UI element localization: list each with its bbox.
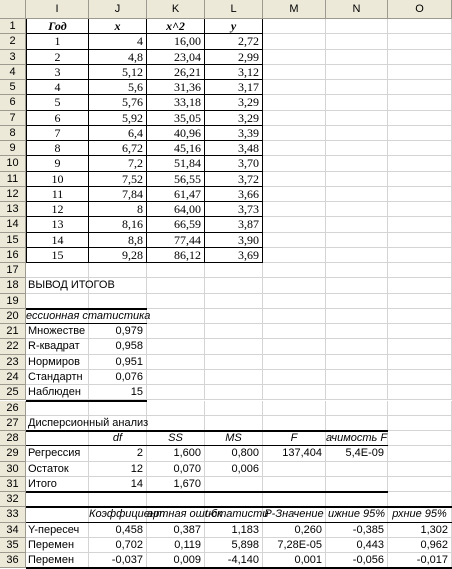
coef-header[interactable]: t-статисти [205, 507, 263, 522]
grid-cell[interactable] [388, 65, 452, 80]
data-cell[interactable]: 3,17 [205, 80, 263, 95]
grid-cell[interactable] [326, 217, 388, 232]
row-header-13[interactable]: 13 [0, 202, 26, 217]
grid-cell[interactable] [326, 141, 388, 156]
regression-stat-label[interactable]: Нормиров [26, 355, 89, 370]
grid-cell[interactable] [263, 462, 326, 477]
grid-cell[interactable] [263, 34, 326, 49]
regression-stat-label[interactable]: Наблюден [26, 385, 89, 400]
grid-cell[interactable] [388, 294, 452, 309]
coef-header[interactable]: ижние 95% [326, 507, 388, 522]
data-cell[interactable]: 15 [26, 248, 89, 263]
grid-cell[interactable] [388, 385, 452, 400]
column-header-k[interactable]: K [147, 0, 205, 19]
coef-cell[interactable]: -0,385 [326, 523, 388, 538]
data-cell[interactable]: 3,69 [205, 248, 263, 263]
row-header-33[interactable]: 33 [0, 507, 26, 522]
data-cell[interactable]: 3,90 [205, 233, 263, 248]
row-header-3[interactable]: 3 [0, 50, 26, 65]
data-cell[interactable]: 3,39 [205, 126, 263, 141]
coef-cell[interactable]: 0,260 [263, 523, 326, 538]
data-cell[interactable]: 26,21 [147, 65, 205, 80]
table-rule [26, 400, 147, 402]
data-cell[interactable]: 11 [26, 187, 89, 202]
grid-cell[interactable] [263, 324, 326, 339]
grid-cell[interactable] [263, 65, 326, 80]
data-cell[interactable]: 4 [26, 80, 89, 95]
data-cell[interactable]: 35,05 [147, 111, 205, 126]
grid-cell[interactable] [263, 385, 326, 400]
grid-cell[interactable] [388, 95, 452, 110]
coef-header[interactable]: Коэффициент [89, 507, 147, 522]
data-cell[interactable]: 2,99 [205, 50, 263, 65]
grid-cell[interactable] [205, 492, 263, 507]
anova-cell[interactable]: Итого [26, 477, 89, 492]
coef-cell[interactable]: Y-пересеч [26, 523, 89, 538]
data-cell[interactable]: 4,8 [89, 50, 147, 65]
grid-cell[interactable] [388, 370, 452, 385]
column-header-i[interactable]: I [26, 0, 89, 19]
grid-cell[interactable] [205, 263, 263, 278]
grid-cell[interactable] [89, 492, 147, 507]
grid-cell[interactable] [388, 126, 452, 141]
grid-cell[interactable] [205, 309, 263, 324]
data-cell[interactable]: 10 [26, 172, 89, 187]
data-cell[interactable]: 5,92 [89, 111, 147, 126]
grid-cell[interactable] [263, 80, 326, 95]
data-cell[interactable]: 86,12 [147, 248, 205, 263]
grid-cell[interactable] [263, 233, 326, 248]
grid-cell[interactable] [263, 50, 326, 65]
data-cell[interactable]: 40,96 [147, 126, 205, 141]
data-cell[interactable]: 7,52 [89, 172, 147, 187]
grid-cell[interactable] [263, 416, 326, 431]
row-header-12[interactable]: 12 [0, 187, 26, 202]
data-cell[interactable]: 61,47 [147, 187, 205, 202]
regression-stat-label[interactable]: Стандартн [26, 370, 89, 385]
grid-cell[interactable] [388, 111, 452, 126]
row-header-32[interactable]: 32 [0, 492, 26, 507]
grid-cell[interactable] [89, 401, 147, 416]
grid-cell[interactable] [26, 401, 89, 416]
grid-cell[interactable] [263, 95, 326, 110]
grid-cell[interactable] [388, 355, 452, 370]
grid-cell[interactable] [263, 248, 326, 263]
grid-cell[interactable] [388, 217, 452, 232]
row-header-20[interactable]: 20 [0, 309, 26, 324]
data-cell[interactable]: 3,70 [205, 156, 263, 171]
data-cell[interactable]: 3,72 [205, 172, 263, 187]
grid-cell[interactable] [388, 19, 452, 34]
data-header-0[interactable]: Год [26, 19, 89, 34]
grid-cell[interactable] [326, 156, 388, 171]
data-cell[interactable]: 3,48 [205, 141, 263, 156]
row-header-35[interactable]: 35 [0, 538, 26, 553]
data-cell[interactable]: 7,2 [89, 156, 147, 171]
grid-cell[interactable] [205, 385, 263, 400]
regression-stat-value[interactable]: 15 [89, 385, 147, 400]
grid-cell[interactable] [205, 416, 263, 431]
row-header-27[interactable]: 27 [0, 416, 26, 431]
data-cell[interactable]: 5,12 [89, 65, 147, 80]
grid-cell[interactable] [326, 401, 388, 416]
anova-cell[interactable]: Регрессия [26, 446, 89, 461]
coef-cell[interactable]: 0,458 [89, 523, 147, 538]
grid-cell[interactable] [147, 492, 205, 507]
grid-cell[interactable] [326, 263, 388, 278]
anova-cell[interactable]: 14 [89, 477, 147, 492]
grid-cell[interactable] [89, 294, 147, 309]
anova-header[interactable]: SS [147, 431, 205, 446]
grid-cell[interactable] [147, 370, 205, 385]
grid-cell[interactable] [326, 339, 388, 354]
coef-cell[interactable]: 1,183 [205, 523, 263, 538]
row-header-28[interactable]: 28 [0, 431, 26, 446]
coef-cell[interactable]: 5,898 [205, 538, 263, 553]
row-header-7[interactable]: 7 [0, 111, 26, 126]
grid-cell[interactable] [388, 324, 452, 339]
data-cell[interactable]: 5,6 [89, 80, 147, 95]
coef-cell[interactable]: 7,28E-05 [263, 538, 326, 553]
row-header-30[interactable]: 30 [0, 462, 26, 477]
table-rule [26, 323, 147, 324]
data-cell[interactable]: 13 [26, 217, 89, 232]
data-header-2[interactable]: x^2 [147, 19, 205, 34]
grid-cell[interactable] [388, 34, 452, 49]
grid-cell[interactable] [388, 446, 452, 461]
row-header-19[interactable]: 19 [0, 294, 26, 309]
data-cell[interactable]: 6,72 [89, 141, 147, 156]
grid-cell[interactable] [147, 385, 205, 400]
grid-cell[interactable] [263, 309, 326, 324]
row-header-34[interactable]: 34 [0, 523, 26, 538]
grid-cell[interactable] [263, 172, 326, 187]
data-cell[interactable]: 3,12 [205, 65, 263, 80]
row-header-4[interactable]: 4 [0, 65, 26, 80]
grid-cell[interactable] [326, 50, 388, 65]
grid-cell[interactable] [147, 401, 205, 416]
data-cell[interactable]: 33,18 [147, 95, 205, 110]
anova-title[interactable]: Дисперсионный анализ [26, 416, 205, 431]
grid-cell[interactable] [388, 233, 452, 248]
anova-header[interactable]: ачимость F [326, 431, 388, 446]
data-cell[interactable]: 1 [26, 34, 89, 49]
coef-cell[interactable]: 0,119 [147, 538, 205, 553]
data-cell[interactable]: 9,28 [89, 248, 147, 263]
row-header-2[interactable]: 2 [0, 34, 26, 49]
coef-cell[interactable]: -0,017 [388, 553, 452, 568]
grid-cell[interactable] [263, 401, 326, 416]
grid-cell[interactable] [326, 65, 388, 80]
data-cell[interactable]: 64,00 [147, 202, 205, 217]
row-header-11[interactable]: 11 [0, 172, 26, 187]
data-cell[interactable]: 3,29 [205, 111, 263, 126]
row-header-9[interactable]: 9 [0, 141, 26, 156]
grid-cell[interactable] [326, 355, 388, 370]
anova-cell[interactable]: 2 [89, 446, 147, 461]
grid-cell[interactable] [147, 309, 205, 324]
grid-cell[interactable] [205, 324, 263, 339]
grid-cell[interactable] [388, 156, 452, 171]
grid-cell[interactable] [388, 263, 452, 278]
data-cell[interactable]: 56,55 [147, 172, 205, 187]
anova-header[interactable]: F [263, 431, 326, 446]
coef-cell[interactable]: 1,302 [388, 523, 452, 538]
regression-stat-value[interactable]: 0,958 [89, 339, 147, 354]
grid-cell[interactable] [388, 339, 452, 354]
grid-cell[interactable] [147, 263, 205, 278]
anova-header[interactable]: df [89, 431, 147, 446]
column-header-m[interactable]: M [263, 0, 326, 19]
grid-cell[interactable] [26, 294, 89, 309]
row-header-26[interactable]: 26 [0, 401, 26, 416]
grid-cell[interactable] [388, 416, 452, 431]
anova-cell[interactable]: 1,600 [147, 446, 205, 461]
data-cell[interactable]: 3,29 [205, 95, 263, 110]
regression-stat-value[interactable]: 0,951 [89, 355, 147, 370]
table-rule [26, 430, 388, 432]
coef-cell[interactable]: -0,037 [89, 553, 147, 568]
anova-cell[interactable]: 12 [89, 462, 147, 477]
table-rule [26, 445, 388, 446]
grid-cell[interactable] [205, 355, 263, 370]
anova-cell[interactable]: 1,670 [147, 477, 205, 492]
grid-cell[interactable] [263, 217, 326, 232]
row-header-23[interactable]: 23 [0, 355, 26, 370]
grid-cell[interactable] [89, 263, 147, 278]
grid-cell[interactable] [326, 187, 388, 202]
grid-cell[interactable] [326, 19, 388, 34]
data-cell[interactable]: 12 [26, 202, 89, 217]
grid-cell[interactable] [147, 294, 205, 309]
grid-cell[interactable] [326, 126, 388, 141]
anova-header[interactable]: MS [205, 431, 263, 446]
row-header-24[interactable]: 24 [0, 370, 26, 385]
grid-cell[interactable] [326, 492, 388, 507]
grid-cell[interactable] [326, 309, 388, 324]
row-header-21[interactable]: 21 [0, 324, 26, 339]
data-cell[interactable]: 8,16 [89, 217, 147, 232]
grid-cell[interactable] [147, 339, 205, 354]
grid-cell[interactable] [205, 278, 263, 293]
grid-cell[interactable] [263, 294, 326, 309]
grid-cell[interactable] [263, 339, 326, 354]
grid-cell[interactable] [263, 355, 326, 370]
grid-cell[interactable] [263, 278, 326, 293]
coef-header[interactable]: рхние 95% [388, 507, 452, 522]
coef-cell[interactable]: 0,962 [388, 538, 452, 553]
data-cell[interactable]: 66,59 [147, 217, 205, 232]
coef-cell[interactable]: Перемен [26, 538, 89, 553]
grid-cell[interactable] [263, 156, 326, 171]
table-rule [26, 308, 147, 310]
grid-cell[interactable] [388, 309, 452, 324]
coef-cell[interactable]: -4,140 [205, 553, 263, 568]
grid-cell[interactable] [147, 324, 205, 339]
grid-cell[interactable] [326, 294, 388, 309]
grid-cell[interactable] [326, 80, 388, 95]
data-cell[interactable]: 31,36 [147, 80, 205, 95]
anova-cell[interactable]: 0,070 [147, 462, 205, 477]
row-header-29[interactable]: 29 [0, 446, 26, 461]
data-cell[interactable]: 2,72 [205, 34, 263, 49]
coef-cell[interactable]: 0,001 [263, 553, 326, 568]
data-cell[interactable]: 6,4 [89, 126, 147, 141]
grid-cell[interactable] [326, 172, 388, 187]
grid-cell[interactable] [205, 294, 263, 309]
row-header-6[interactable]: 6 [0, 95, 26, 110]
coef-cell[interactable]: 0,702 [89, 538, 147, 553]
row-header-36[interactable]: 36 [0, 553, 26, 568]
grid-cell[interactable] [263, 492, 326, 507]
data-cell[interactable]: 51,84 [147, 156, 205, 171]
grid-cell[interactable] [388, 172, 452, 187]
grid-cell[interactable] [388, 80, 452, 95]
grid-cell[interactable] [388, 431, 452, 446]
grid-cell[interactable] [263, 477, 326, 492]
data-cell[interactable]: 6 [26, 111, 89, 126]
grid-cell[interactable] [326, 34, 388, 49]
data-cell[interactable]: 9 [26, 156, 89, 171]
row-header-25[interactable]: 25 [0, 385, 26, 400]
grid-cell[interactable] [326, 233, 388, 248]
row-header-22[interactable]: 22 [0, 339, 26, 354]
grid-cell[interactable] [205, 339, 263, 354]
anova-cell[interactable]: 0,006 [205, 462, 263, 477]
data-cell[interactable]: 14 [26, 233, 89, 248]
grid-cell[interactable] [388, 401, 452, 416]
grid-cell[interactable] [26, 507, 89, 522]
data-cell[interactable]: 8 [26, 141, 89, 156]
row-header-31[interactable]: 31 [0, 477, 26, 492]
grid-cell[interactable] [263, 141, 326, 156]
grid-cell[interactable] [326, 416, 388, 431]
regression-stat-label[interactable]: R-квадрат [26, 339, 89, 354]
grid-cell[interactable] [326, 477, 388, 492]
data-cell[interactable]: 77,44 [147, 233, 205, 248]
data-cell[interactable]: 45,16 [147, 141, 205, 156]
select-all-corner[interactable] [0, 0, 26, 19]
coef-cell[interactable]: 0,387 [147, 523, 205, 538]
grid-cell[interactable] [388, 202, 452, 217]
grid-cell[interactable] [326, 462, 388, 477]
coef-cell[interactable]: Перемен [26, 553, 89, 568]
grid-cell[interactable] [326, 111, 388, 126]
regression-stat-value[interactable]: 0,979 [89, 324, 147, 339]
data-cell[interactable]: 7 [26, 126, 89, 141]
grid-cell[interactable] [263, 187, 326, 202]
regression-stats-title[interactable]: ессионная статистика [26, 309, 147, 324]
row-header-8[interactable]: 8 [0, 126, 26, 141]
column-header-j[interactable]: J [89, 0, 147, 19]
data-cell[interactable]: 5 [26, 95, 89, 110]
row-header-16[interactable]: 16 [0, 248, 26, 263]
data-cell[interactable]: 2 [26, 50, 89, 65]
grid-cell[interactable] [388, 50, 452, 65]
column-header-o[interactable]: O [388, 0, 452, 19]
grid-cell[interactable] [147, 355, 205, 370]
grid-cell[interactable] [326, 324, 388, 339]
data-cell[interactable]: 5,76 [89, 95, 147, 110]
row-header-1[interactable]: 1 [0, 19, 26, 34]
grid-cell[interactable] [263, 126, 326, 141]
grid-cell[interactable] [388, 248, 452, 263]
grid-cell[interactable] [388, 477, 452, 492]
anova-cell[interactable]: 137,404 [263, 446, 326, 461]
grid-cell[interactable] [263, 370, 326, 385]
row-header-18[interactable]: 18 [0, 278, 26, 293]
row-header-14[interactable]: 14 [0, 217, 26, 232]
grid-cell[interactable] [263, 263, 326, 278]
grid-cell[interactable] [263, 111, 326, 126]
row-header-5[interactable]: 5 [0, 80, 26, 95]
data-cell[interactable]: 4 [89, 34, 147, 49]
coef-cell[interactable]: 0,443 [326, 538, 388, 553]
grid-cell[interactable] [263, 202, 326, 217]
grid-cell[interactable] [326, 95, 388, 110]
data-cell[interactable]: 3,87 [205, 217, 263, 232]
grid-cell[interactable] [205, 477, 263, 492]
anova-cell[interactable]: 5,4E-09 [326, 446, 388, 461]
grid-cell[interactable] [326, 385, 388, 400]
data-cell[interactable]: 16,00 [147, 34, 205, 49]
coef-cell[interactable]: 0,009 [147, 553, 205, 568]
row-header-10[interactable]: 10 [0, 156, 26, 171]
grid-cell[interactable] [326, 248, 388, 263]
data-cell[interactable]: 23,04 [147, 50, 205, 65]
data-cell[interactable]: 8 [89, 202, 147, 217]
table-rule [26, 522, 452, 523]
grid-cell[interactable] [388, 187, 452, 202]
table-rule [26, 506, 452, 508]
anova-cell[interactable]: 0,800 [205, 446, 263, 461]
coef-cell[interactable]: -0,056 [326, 553, 388, 568]
regression-stat-label[interactable]: Множестве [26, 324, 89, 339]
grid-cell[interactable] [26, 492, 89, 507]
grid-cell[interactable] [326, 370, 388, 385]
coef-header[interactable]: артная ошибк [147, 507, 205, 522]
grid-cell[interactable] [388, 462, 452, 477]
anova-cell[interactable]: Остаток [26, 462, 89, 477]
table-rule [26, 491, 388, 493]
data-cell[interactable]: 8,8 [89, 233, 147, 248]
grid-cell[interactable] [26, 263, 89, 278]
grid-cell[interactable] [388, 278, 452, 293]
grid-cell[interactable] [205, 370, 263, 385]
row-header-17[interactable]: 17 [0, 263, 26, 278]
column-header-l[interactable]: L [205, 0, 263, 19]
grid-cell[interactable] [326, 202, 388, 217]
grid-cell[interactable] [326, 278, 388, 293]
column-header-n[interactable]: N [326, 0, 388, 19]
grid-cell[interactable] [388, 492, 452, 507]
data-header-1[interactable]: x [89, 19, 147, 34]
output-title[interactable]: ВЫВОД ИТОГОВ [26, 278, 205, 293]
grid-cell[interactable] [26, 431, 89, 446]
grid-cell[interactable] [263, 19, 326, 34]
grid-cell[interactable] [205, 401, 263, 416]
data-cell[interactable]: 7,84 [89, 187, 147, 202]
row-header-15[interactable]: 15 [0, 233, 26, 248]
data-cell[interactable]: 3,73 [205, 202, 263, 217]
data-header-3[interactable]: y [205, 19, 263, 34]
data-cell[interactable]: 3,66 [205, 187, 263, 202]
data-cell[interactable]: 3 [26, 65, 89, 80]
grid-cell[interactable] [388, 141, 452, 156]
regression-stat-value[interactable]: 0,076 [89, 370, 147, 385]
coef-header[interactable]: P-Значение [263, 507, 326, 522]
